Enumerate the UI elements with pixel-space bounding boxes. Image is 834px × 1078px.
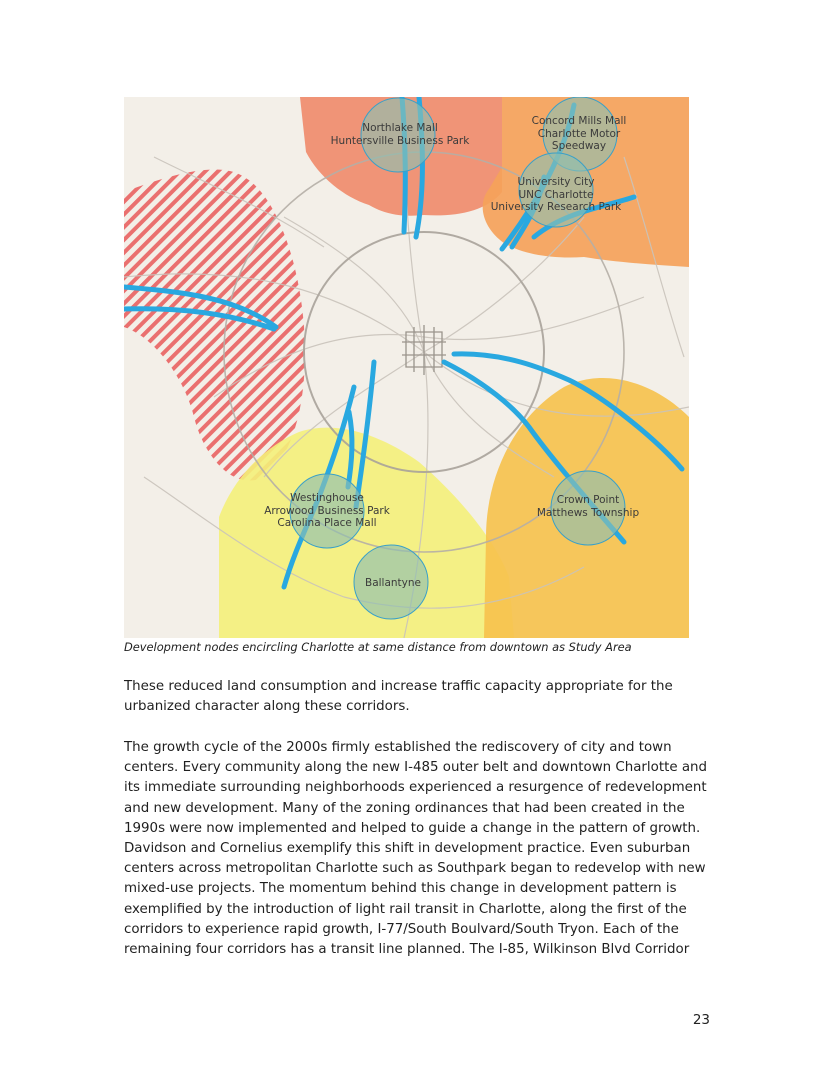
node-label-concord: Concord Mills Mall Charlotte Motor Speedway — [531, 115, 627, 152]
paragraph-2: The growth cycle of the 2000s firmly established the rediscovery of city and town centers. Every community along the new I-485 outer belt and downtown Charlotte and its immediate surrounding neighborhoods experienced a resurgence of redevelopment and new development. Many of the zoning ordinances that had been created in the 1990s were now implemented and helped to guide a change in the pattern of growth. Davidson and Cornelius exemplify this shift in development practice. Even suburban centers across metropolitan Charlotte such as Southpark began to redevelop with new mixed-use projects. The momentum behind this change in development pattern is exemplified by the introduction of light rail transit in Charlotte, along the first of the corridors to experience rapid growth, I-77/South Boulvard/South Tryon. Each of the remaining four corridors has a transit line planned. The I-85, Wilkinson Blvd Corridor — [124, 740, 708, 958]
node-label-westinghouse: Westinghouse Arrowood Business Park Carolina Place Mall — [264, 492, 390, 529]
node-label-ballantyne: Ballantyne — [364, 577, 422, 589]
node-label-northlake: Northlake Mall Huntersville Business Park — [330, 122, 470, 147]
node-label-crown-point: Crown Point Matthews Township — [536, 494, 640, 519]
figure-caption: Development nodes encircling Charlotte at same distance from downtown as Study Area — [124, 640, 632, 654]
node-label-university: University City UNC Charlotte University Research Park — [490, 176, 622, 213]
paragraph-1: These reduced land consumption and increase traffic capacity appropriate for the urbanized character along these corridors. — [124, 679, 673, 715]
page-number: 23 — [692, 1012, 710, 1028]
development-nodes-map — [124, 97, 689, 638]
